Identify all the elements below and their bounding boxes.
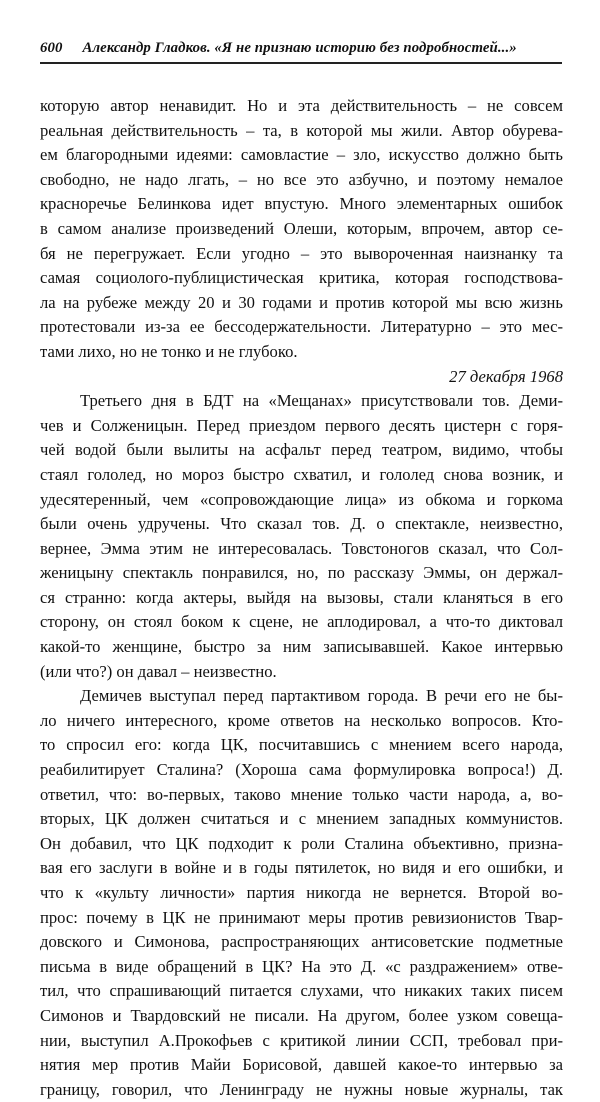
- header-rule: [40, 62, 562, 64]
- text-line: которую автор ненавидит. Но и эта действительность – не совсем: [40, 96, 563, 115]
- text-line: чей водой были вылиты на асфальт перед театром, видимо, чтобы: [40, 440, 563, 460]
- text-line: довского и Симонова, распространяющих антисоветские подметные: [40, 932, 563, 952]
- entry-paragraph-2: [40, 684, 563, 1102]
- text-line: самая социолого-публицистическая критика, которая господствова-: [40, 268, 563, 288]
- text-line: то спросил его: когда ЦК, посчитавшись с мнением всего народа,: [40, 735, 563, 755]
- running-title: Александр Гладков. «Я не признаю историю без подробностей...»: [82, 40, 517, 56]
- text-line: вая его заслуги в войне и в годы пятилеток, но видя и его ошибки, и: [40, 858, 563, 878]
- text-line: прос: почему в ЦК не принимают меры против ревизионистов Твар-: [40, 907, 563, 927]
- text-line: какой-то женщине, быстро за ним записывавшей. Какое интервью: [40, 637, 563, 657]
- text-line: ответил, что: во-первых, таково мнение только части народа, а, во-: [40, 784, 563, 804]
- text-line: ся странно: когда актеры, выйдя на вызовы, стали кланяться в его: [40, 587, 563, 607]
- text-line: реальная действительность – та, в которой мы жили. Автор обурева-: [40, 120, 563, 140]
- text-line: свободно, не надо лгать, – но все это азбучно, и поэтому немалое: [40, 169, 563, 189]
- text-line: вернее, Эмма этим не интересовалась. Товстоногов сказал, что Сол-: [40, 538, 563, 558]
- text-line: границу, говорил, что Ленинграду не нужны новые журналы, так: [40, 1079, 563, 1099]
- text-line: Он добавил, что ЦК подходит к роли Сталина объективно, призна-: [40, 833, 563, 853]
- text-line: что к «культу личности» партия никогда не вернется. Второй во-: [40, 883, 563, 902]
- text-line: Демичев выступал перед партактивом города. В речи его не бы-: [80, 686, 563, 706]
- entry-paragraph-1: [40, 389, 563, 684]
- text-line: тами лихо, но не тонко и не глубоко.: [40, 341, 298, 361]
- text-line: вторых, ЦК должен считаться и с мнением западных коммунистов.: [40, 809, 563, 829]
- text-line: бя не перегружает. Если угодно – это вывороченная наизнанку та: [40, 243, 563, 263]
- text-line: протестовали из-за ее бессодержательности. Литературно – это мес-: [40, 317, 563, 337]
- text-line: красноречье Белинкова идет впустую. Много элементарных ошибок: [40, 194, 563, 214]
- text-line: Третьего дня в БДТ на «Мещанах» присутствовали тов. Деми-: [80, 391, 563, 411]
- text-line: удесятеренный, чем «сопровождающие лица» из обкома и горкома: [40, 489, 563, 509]
- text-line: тил, что спрашивающий питается слухами, что никаких таких писем: [40, 981, 563, 1001]
- text-line: Симонов и Твардовский не писали. На другом, более узком совеща-: [40, 1005, 563, 1025]
- entry-date: 27 декабря 1968: [449, 366, 563, 386]
- text-line: ло ничего интересного, кроме ответов на несколько вопросов. Кто-: [40, 710, 563, 730]
- text-line: были очень удручены. Что сказал тов. Д. о спектакле, неизвестно,: [40, 514, 563, 534]
- text-line: (или что?) он давал – неизвестно.: [40, 661, 277, 681]
- text-line: письма в виде обращений в ЦК? На это Д. «с раздражением» отве-: [40, 956, 563, 976]
- text-line: сторону, он стоял боком к сцене, не аплодировал, а что-то диктовал: [40, 612, 563, 632]
- text-line: в самом анализе произведений Олеши, которым, впрочем, автор се-: [40, 218, 563, 238]
- text-line: нятия мер против Майи Борисовой, давшей какое-то интервью за: [40, 1055, 563, 1075]
- text-line: женицыну спектакль понравился, но, по рассказу Эммы, он держал-: [40, 563, 563, 583]
- previous-entry-paragraph: [40, 94, 563, 365]
- text-line: ла на рубеже между 20 и 30 годами и против которой мы всю жизнь: [40, 292, 563, 312]
- body-text: [40, 94, 563, 1102]
- text-line: стаял гололед, но мороз быстро схватил, и гололед снова возник, и: [40, 464, 563, 484]
- text-line: ем благородными идеями: самовластие – зло, искусство должно быть: [40, 145, 563, 165]
- text-line: нии, выступил А.Прокофьев с критикой линии ССП, требовал при-: [40, 1030, 563, 1050]
- text-line: реабилитирует Сталина? (Хороша сама формулировка вопроса!) Д.: [40, 760, 563, 780]
- running-head: [40, 40, 562, 57]
- page-number: 600: [40, 40, 63, 56]
- text-line: чев и Солженицын. Перед приездом первого десять цистерн с горя-: [40, 415, 563, 435]
